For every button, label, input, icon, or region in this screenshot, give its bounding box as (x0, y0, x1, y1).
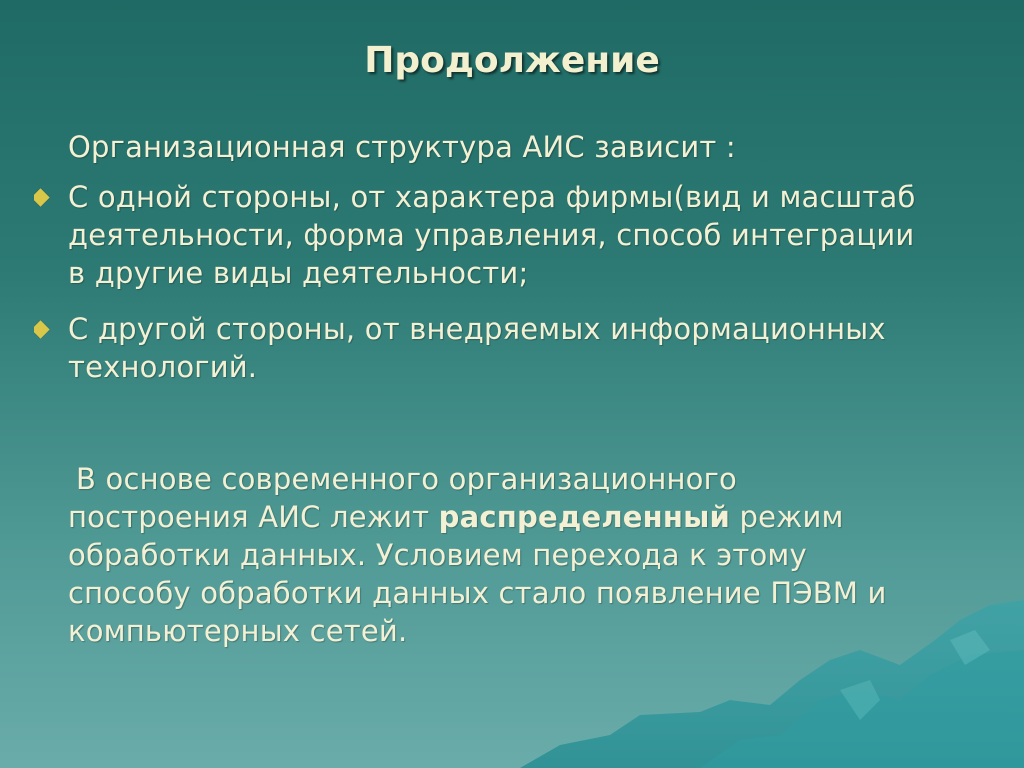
paragraph-line: способу обработки данных стало появление ПЭВМ и (68, 576, 887, 610)
paragraph-line: В основе современного организационного (76, 462, 737, 496)
paragraph-text: построения АИС лежит (68, 500, 439, 534)
paragraph-line (68, 498, 887, 536)
intro-text: Организационная структура АИС зависит : (68, 130, 736, 164)
diamond-bullet-icon (34, 188, 50, 206)
bullet-item-2 (34, 310, 1024, 390)
bullet-line: технологий. (68, 350, 258, 384)
paragraph-text: режим (730, 500, 844, 534)
bullet-line: С одной стороны, от характера фирмы(вид и масштаб (68, 180, 916, 214)
bullet-line: в другие виды деятельности; (68, 256, 529, 290)
bullet-line: С другой стороны, от внедряемых информационных (68, 312, 886, 346)
slide-title: Продолжение (364, 40, 660, 81)
bullet-item-1 (34, 178, 1024, 298)
paragraph-line: обработки данных. Условием перехода к этому (68, 538, 807, 572)
bullet-line: деятельности, форма управления, способ интеграции (68, 218, 915, 252)
body-paragraph (68, 460, 887, 650)
diamond-bullet-icon (34, 320, 50, 338)
emphasis-text: распределенный (438, 500, 731, 534)
paragraph-line: компьютерных сетей. (68, 614, 408, 648)
